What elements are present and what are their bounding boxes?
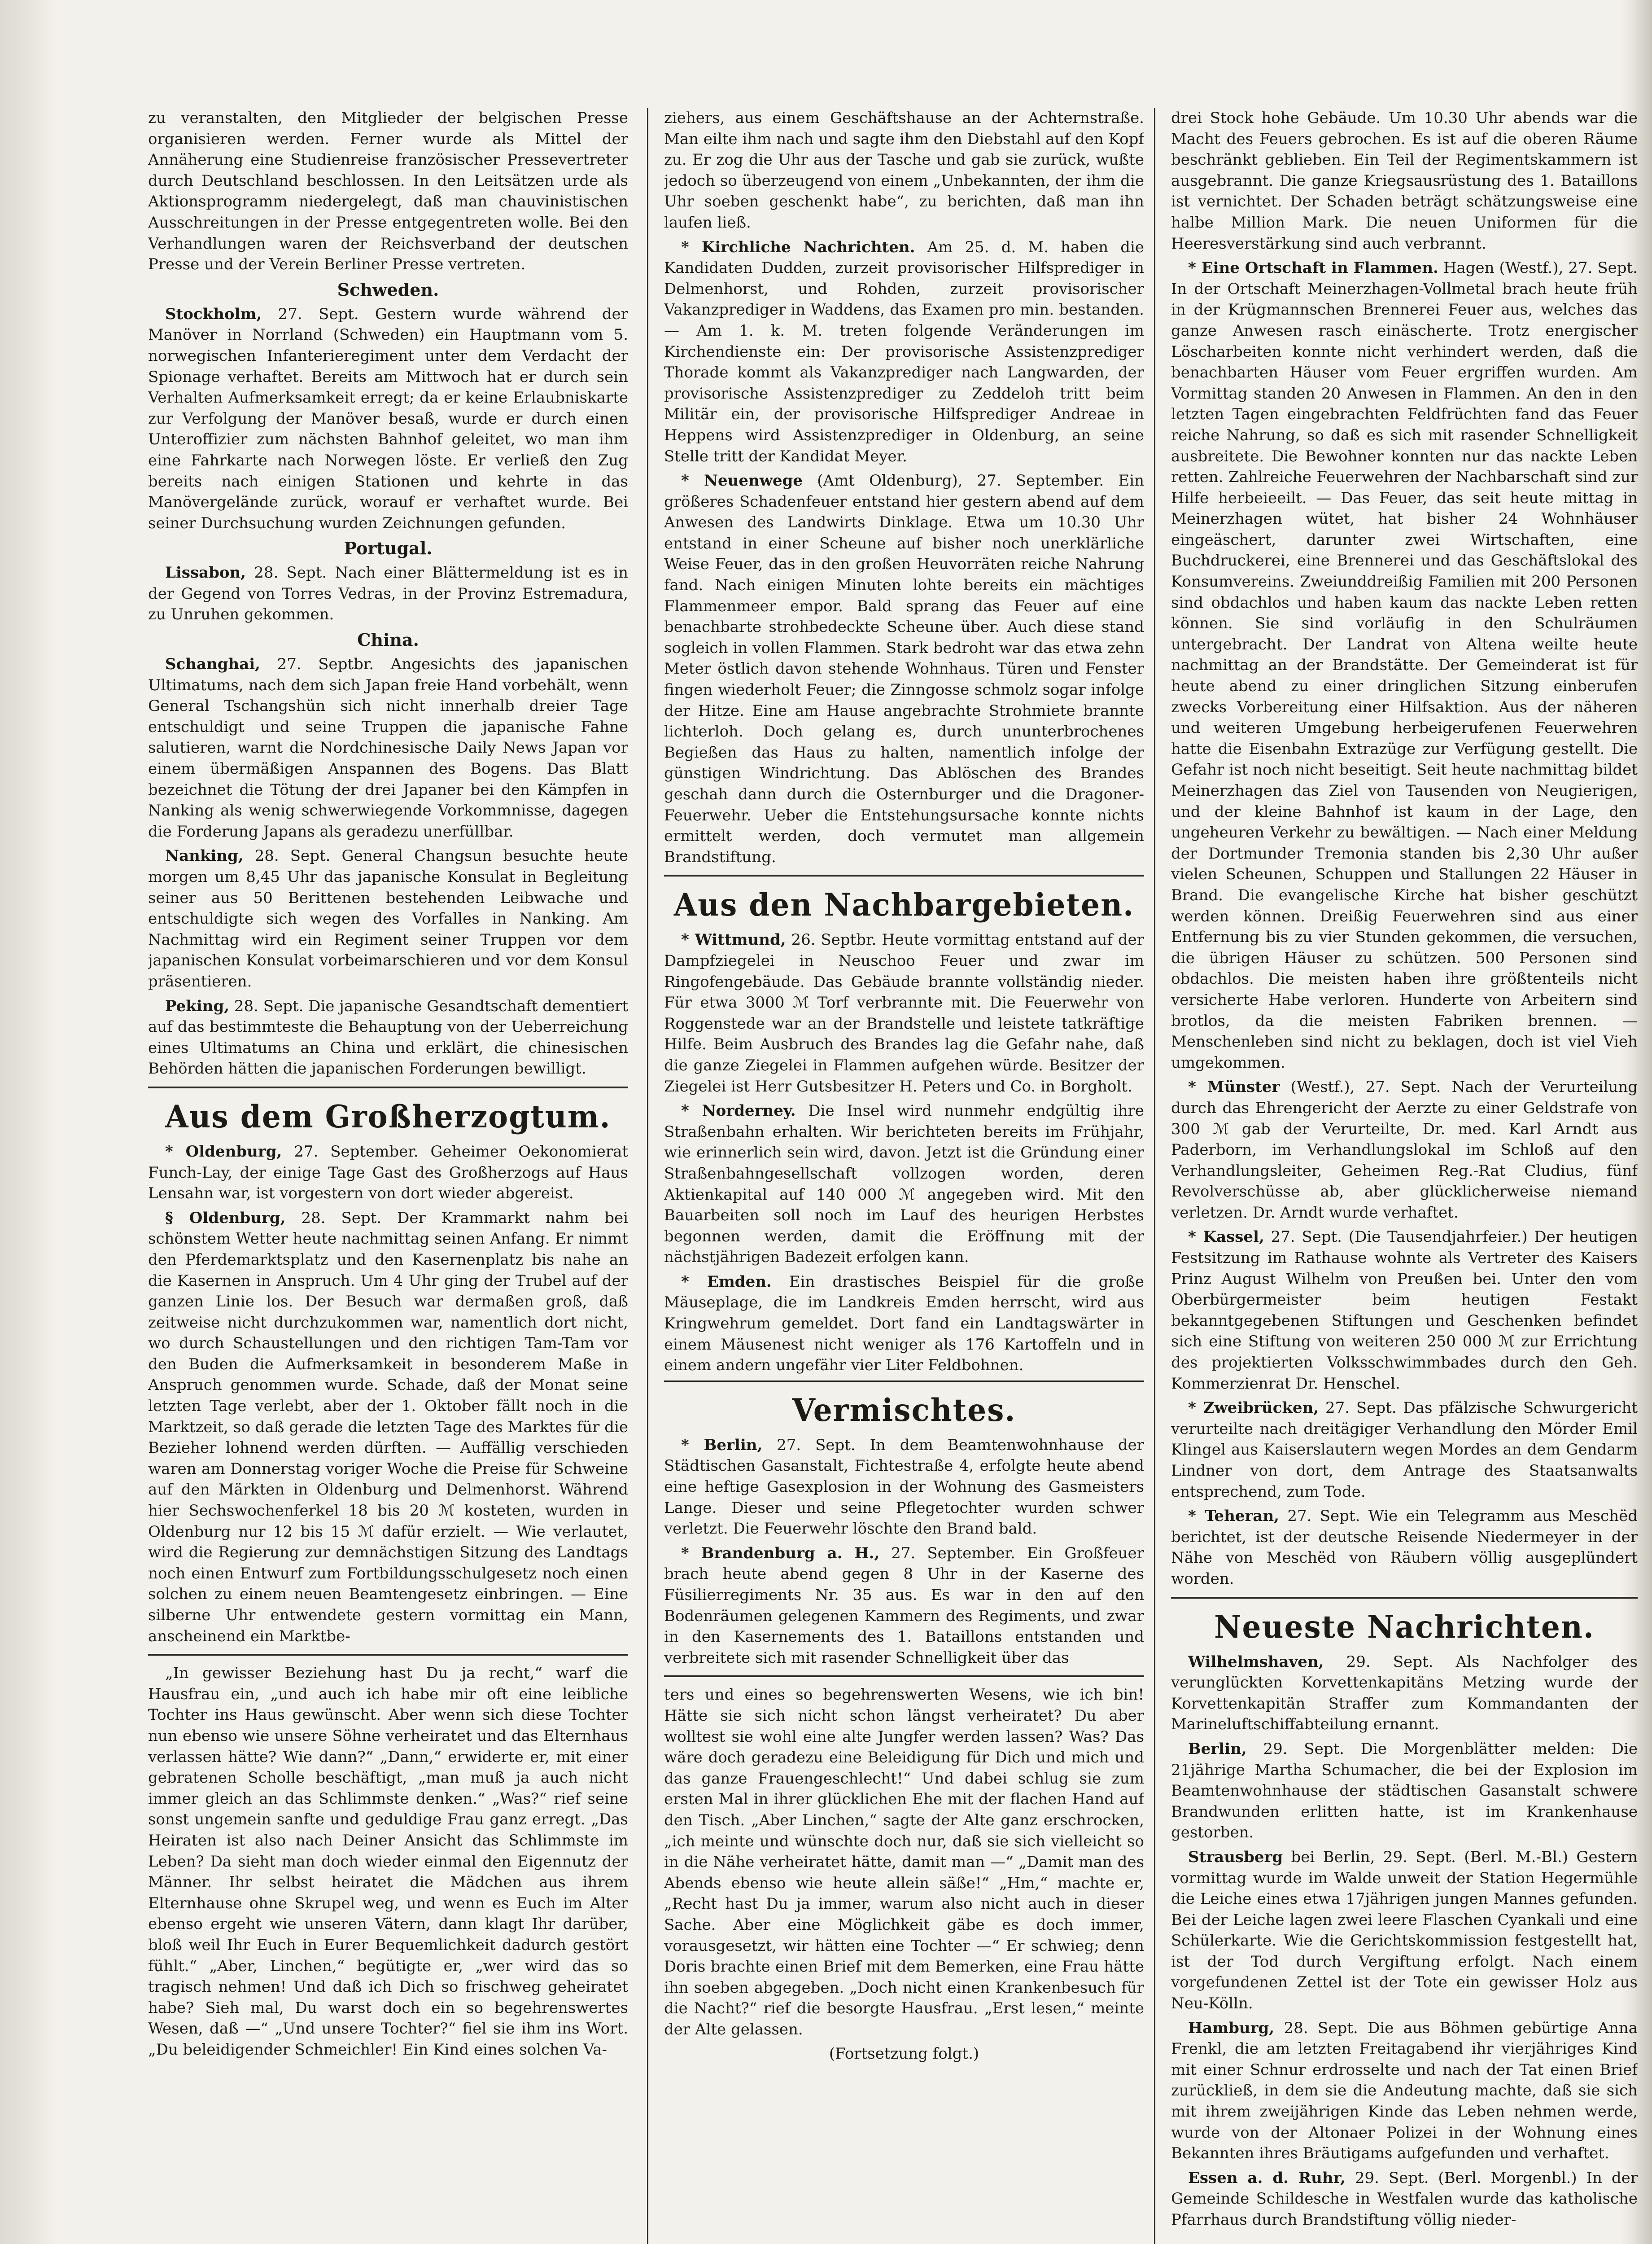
article-text: 28. Sept. Der Krammarkt nahm bei schönstem Wetter heute nachmittag seinen Anfang. Er nimmt den Pferdemarktsplatz und den Kasernenplatz bis nahe an die Kasernen in Anspruch. Um 4 Uhr ging der Trubel auf der ganzen Linie los. Der Besuch war dermaßen groß, daß zeitweise nicht durchzukommen war, namentlich dort nicht, wo durch Schaustellungen und den richtigen Tam-Tam vor den Buden die Aufmerksamkeit in besonderem Maße in Anspruch genommen wurde. Schade, daß der Monat seine letzten Tage verlebt, aber der 1. Oktober fällt noch in die Marktzeit, so daß gerade die letzten Tage des Marktes für die Bezieher lohnend werden dürften. — Auffällig verschieden waren am Donnerstag voriger Woche die Preise für Schweine auf den Märkten in Oldenburg und Delmenhorst. Während hier Sechswochenferkel 18 bis 20 ℳ kosteten, wurden in Oldenburg nur 12 bis 15 ℳ dafür erzielt. — Wie verlautet, wird die Regierung zur demnächstigen Sitzung des Landtags noch einen Entwurf zum Fortbildungsschulgesetz noch einen solchen zu einem neuen Beamtengesetz einbringen. — Eine silberne Uhr entwendete gestern vormittag ein Mann, anscheinend ein Marktbe- bbox=[148, 1209, 628, 1645]
dateline: * Brandenburg a. H., bbox=[681, 1544, 880, 1562]
article-paragraph bbox=[148, 562, 628, 625]
article-paragraph bbox=[664, 1543, 1144, 1669]
dateline: * Emden. bbox=[681, 1272, 772, 1291]
article-text: 27. Sept. Gestern wurde während der Manöver in Norrland (Schweden) ein Hauptmann vom 5. norwegischen Infanterieregiment unter dem Verdacht der Spionage verhaftet. Bereits am Mittwoch hat er durch sein Verhalten Aufmerksamkeit erregt; da er keine Erlaubniskarte zur Verfolgung der Manöver besaß, wurde er durch einen Unteroffizier zum nächsten Bahnhof geleitet, wo man ihm eine Fahrkarte nach Norwegen löste. Er verließ den Zug bereits nach einigen Stationen und kehrte in das Manövergelände zurück, worauf er verhaftet wurde. Bei seiner Durchsuchung wurden Zeichnungen gefunden. bbox=[148, 305, 628, 532]
article-paragraph bbox=[664, 237, 1144, 467]
dateline: § Oldenburg, bbox=[165, 1209, 286, 1227]
article-paragraph bbox=[148, 654, 628, 842]
article-paragraph bbox=[1171, 1847, 1638, 2014]
dateline: Strausberg bbox=[1188, 1848, 1283, 1866]
section-rule bbox=[148, 1087, 628, 1088]
section-title: Vermischtes. bbox=[792, 1391, 1016, 1429]
dateline: * Oldenburg, bbox=[165, 1142, 282, 1161]
section-rule bbox=[1171, 1597, 1638, 1599]
article-paragraph bbox=[664, 1435, 1144, 1539]
feuilleton-text: „In gewisser Beziehung hast Du ja recht,“ warf die Hausfrau ein, „und auch ich habe mir oft eine leibliche Tochter ins Haus gewünscht. Aber wenn sich diese Tochter nun ebenso wie unsere Söhne verheiratet und das Elternhaus verlassen hätte? Wie dann?“ „Dann,“ erwiderte er, mit einer gebratenen Scholle beschäftigt, „man muß ja auch nicht immer gleich an das Schlimmste denken.“ „Was?“ rief seine sonst ungemein sanfte und geduldige Frau ganz erregt. „Das Heiraten ist also nach Deiner Ansicht das Schlimmste im Leben? Da sieht man doch wieder einmal den Eigennutz der Männer. Ihr selbst heiratet die Mädchen aus ihrem Elternhause ohne Skrupel weg, und wenn es Euch im Alter ebenso ergeht wie unseren Vätern, dann klagt Ihr darüber, bloß weil Ihr Euch in Eurer Bequemlichkeit dadurch gestört fühlt.“ „Aber, Linchen,“ begütigte er, „wer wird das so tragisch nehmen! Und daß ich Dich so frischweg geheiratet habe? Sieh mal, Du warst doch ein so begehrenswertes Wesen, daß —“ „Und unsere Tochter?“ fiel sie ihm ins Wort. „Du beleidigender Schmeichler! Ein Kind eines solchen Va- bbox=[148, 1664, 628, 2059]
article-paragraph: ziehers, aus einem Geschäftshause an der Achternstraße. Man eilte ihm nach und sagte ihm den Diebstahl auf den Kopf zu. Er zog die Uhr aus der Tasche und gab sie zurück, wußte jedoch so überzeugend von einem „Unbekannten, der ihm die Uhr soeben geschenkt habe“, zu berichten, daß man ihn laufen ließ. bbox=[664, 109, 1144, 232]
section-heading: Portugal. bbox=[344, 538, 433, 559]
article-text: bei Berlin, 29. Sept. (Berl. M.-Bl.) Gestern vormittag wurde im Walde unweit der Station Hegermühle die Leiche eines etwa 17jährigen jungen Mannes gefunden. Bei der Leiche lagen zwei leere Flaschen Cyankali und eine Schülerkarte. Wie die Gerichtskommission festgestellt hat, ist der Tod durch Vergiftung erfolgt. Nach einem vorgefundenen Zettel ist der Tote ein gewisser Holz aus Neu-Kölln. bbox=[1171, 1848, 1638, 2013]
newspaper-page bbox=[148, 108, 1638, 2244]
article-paragraph bbox=[1171, 1739, 1638, 1843]
article-text: Am 25. d. M. haben die Kandidaten Dudden, zurzeit provisorischer Hilfsprediger in Delmenhorst, und Rohden, zurzeit provisorischer Vakanzprediger in Waddens, das Examen pro min. bestanden. — Am 1. k. M. treten folgende Veränderungen im Kirchendienste ein: Der provisorische Assistenzprediger Thorade kommt als Vakanzprediger nach Langwarden, der provisorische Assistenzprediger zu Zeddeloh tritt beim Militär ein, der provisorische Hilfsprediger Andreae in Heppens wird Assistenzprediger in Oldenburg, an seine Stelle tritt der Kandidat Meyer. bbox=[664, 238, 1144, 465]
article-text: 27. Sept. (Die Tausendjahrfeier.) Der heutigen Festsitzung im Rathause wohnte als Vertreter des Kaisers Prinz August Wilhelm von Preußen bei. Unter den vom Oberbürgermeister beim heutigen Festakt bekanntgegebenen Stiftungen und Geschenken befindet sich eine Stiftung von weiteren 250 000 ℳ zur Errichtung des projektierten Volksschwimmbades durch den Geh. Kommerzienrat Dr. Henschel. bbox=[1171, 1228, 1638, 1393]
dateline: Essen a. d. Ruhr, bbox=[1188, 2169, 1346, 2187]
article-text: 28. Sept. Die japanische Gesandtschaft dementiert auf das bestimmteste die Behauptung von der Ueberreichung eines Ultimatums an China und erklärt, die chinesischen Behörden hätten die japanischen Forderungen bewilligt. bbox=[148, 997, 628, 1078]
scan-margin-left bbox=[0, 0, 58, 2244]
article-text: 27. September. Geheimer Oekonomierat Funch-Lay, der einige Tage Gast des Großherzogs auf Haus Lensahn war, ist vorgestern von dort wieder abgereist. bbox=[148, 1142, 628, 1203]
column-rule bbox=[1154, 108, 1155, 2244]
dateline: Stockholm, bbox=[165, 305, 262, 323]
article-text: 28. Sept. General Changsun besuchte heute morgen um 8,45 Uhr das japanische Konsulat in Begleitung seiner aus 50 Berittenen bestehenden Leibwache und entschuldigte sich wegen des Vorfalles in Nanking. Am Nachmittag wird ein Regiment seiner Truppen vor dem japanischen Konsulat vorbeimarschieren und vor dem Konsul präsentieren. bbox=[148, 847, 628, 991]
dateline: * Berlin, bbox=[681, 1436, 763, 1454]
article-paragraph bbox=[664, 1100, 1144, 1268]
article-text: 29. Sept. Als Nachfolger des verunglückten Korvettenkapitäns Metzing wurde der Korvettenkapitän Straffer zum Kommandanten der Marineluftschiffabteilung ernannt. bbox=[1171, 1652, 1638, 1734]
article-text: 27. September. Ein Großfeuer brach heute abend gegen 8 Uhr in der Kaserne des Füsilierregiments Nr. 35 aus. Es war in den auf den Bodenräumen gelegenen Kammern des Regiments, und zwar in den Kasernements des 1. Bataillons entstanden und verbreitete sich mit rasender Schnelligkeit über das bbox=[664, 1544, 1144, 1667]
dateline: * Zweibrücken, bbox=[1188, 1399, 1319, 1417]
dateline: * Norderney. bbox=[681, 1102, 796, 1120]
article-text: 28. Sept. Nach einer Blättermeldung ist es in der Gegend von Torres Vedras, in der Provinz Estremadura, zu Unruhen gekommen. bbox=[148, 564, 628, 624]
article-paragraph bbox=[148, 1141, 628, 1204]
article-paragraph bbox=[1171, 1652, 1638, 1735]
column-rule bbox=[647, 108, 648, 2244]
article-paragraph bbox=[1171, 2168, 1638, 2231]
article-paragraph: zu veranstalten, den Mitglieder der belgischen Presse organisieren werden. Ferner wurde als Mittel der Annäherung eine Studienreise französischer Pressevertreter durch Deutschland beschlossen. In den Leitsätzen urde als Aktionsprogramm niedergelegt, daß man chauvinistischen Ausschreitungen in der Presse entgegentreten wolle. Bei den Verhandlungen waren der Reichsverband der deutschen Presse und der Verein Berliner Presse vertreten. bbox=[148, 109, 628, 274]
article-text: 27. Sept. Das pfälzische Schwurgericht verurteilte nach dreitägiger Verhandlung den Mörder Emil Klingel aus Kaiserslautern wegen Mordes an dem Gendarm Lindner von dort, dem Antrage des Staatsanwalts entsprechend, zum Tode. bbox=[1171, 1399, 1638, 1501]
dateline: Wilhelmshaven, bbox=[1188, 1652, 1324, 1671]
article-text: 29. Sept. Die Morgenblätter melden: Die 21jährige Martha Schumacher, die bei der Explosion im Beamtenwohnhause der städtischen Gasanstalt schwere Brandwunden erlitten hatte, ist im Krankenhause gestorben. bbox=[1171, 1740, 1638, 1842]
article-paragraph bbox=[664, 929, 1144, 1097]
article-paragraph bbox=[1171, 1077, 1638, 1223]
dateline: * Eine Ortschaft in Flammen. bbox=[1188, 259, 1438, 277]
column-2 bbox=[664, 108, 1144, 2244]
article-paragraph bbox=[148, 996, 628, 1079]
article-text: 27. Sept. In dem Beamtenwohnhause der Städtischen Gasanstalt, Fichtestraße 4, erfolgte heute abend eine heftige Gasexplosion in der Wohnung des Gasmeisters Lange. Dieser und seine Pflegetochter wurden schwer verletzt. Die Feuerwehr löschte den Brand bald. bbox=[664, 1436, 1144, 1538]
article-text: 27. Sept. Wie ein Telegramm aus Meschëd berichtet, ist der deutsche Reisende Niedermeyer in der Nähe von Meschëd von Räubern völlig ausgeplündert worden. bbox=[1171, 1507, 1638, 1588]
section-title: Aus den Nachbargebieten. bbox=[673, 886, 1135, 924]
dateline: * Kassel, bbox=[1188, 1228, 1264, 1246]
article-paragraph bbox=[1171, 2018, 1638, 2164]
dateline: * Teheran, bbox=[1188, 1507, 1280, 1525]
article-paragraph bbox=[1171, 1227, 1638, 1394]
article-text: (Amt Oldenburg), 27. September. Ein größeres Schadenfeuer entstand hier gestern abend auf dem Anwesen des Landwirts Dinklage. Etwa um 10.30 Uhr entstand in einer Scheune auf bisher noch unerklärliche Weise Feuer, das in den großen Heuvorräten reiche Nahrung fand. Nach einigen Minuten lohte bereits ein mächtiges Flammenmeer empor. Bald sprang das Feuer auf eine benachbarte strohbedeckte Scheune über. Auch diese stand sogleich in vollen Flammen. Stark bedroht war das etwa zehn Meter östlich davon stehende Wohnhaus. Türen und Fenster fingen wiederholt Feuer; die Zinngosse schmolz sogar infolge der Hitze. Eine am Hause angebrachte Strohmiete brannte lichterloh. Doch gelang es, durch ununterbrochenes Begießen das Haus zu halten, namentlich infolge der günstigen Windrichtung. Das Ablöschen des Brandes geschah dann durch die Osternburger und die Dragoner-Feuerwehr. Ueber die Entstehungsursache konnte nichts ermittelt werden, doch vermutet man allgemein Brandstiftung. bbox=[664, 472, 1144, 866]
article-paragraph bbox=[1171, 1506, 1638, 1589]
dateline: Nanking, bbox=[165, 847, 244, 865]
feuilleton-rule bbox=[148, 1654, 628, 1656]
dateline: * Neuenwege bbox=[681, 472, 803, 490]
article-text: 26. Septbr. Heute vormittag entstand auf der Dampfziegelei in Neuschoo Feuer und zwar im Ringofengebäude. Das Gebäude brannte vollständig nieder. Für etwa 3000 ℳ Torf verbrannte mit. Die Feuerwehr von Roggenstede war an der Brandstelle und leistete tatkräftige Hilfe. Beim Ausbruch des Brandes lag die Gefahr nahe, daß die ganze Ziegelei in Flammen aufgehen würde. Besitzer der Ziegelei ist Herr Gutsbesitzer H. Peters und Co. in Borgholt. bbox=[664, 931, 1144, 1096]
feuilleton-text: ters und eines so begehrenswerten Wesens, wie ich bin! Hätte sie sich nicht schon längst verheiratet? Du aber wolltest sie wohl eine alte Jungfer werden lassen? Was? Das wäre doch geradezu eine Beleidigung für Dich und mich und das ganze Frauengeschlecht!“ Und dabei schlug sie zum ersten Mal in ihrer glücklichen Ehe mit der flachen Hand auf den Tisch. „Aber Linchen,“ sagte der Alte ganz erschrocken, „ich meinte und wünschte doch nur, daß sie sich vielleicht so in die Nähe verheiratet hätte, damit man —“ „Damit man des Abends ebenso wie heute allein säße!“ „Hm,“ machte er, „Recht hast Du ja immer, warum also nicht auch in dieser Sache. Aber eine Möglichkeit gäbe es doch immer, vorausgesetzt, wir hätten eine Tochter —“ Er schwieg; denn Doris brachte einen Brief mit dem Bemerken, eine Frau hätte ihn soeben abgegeben. „Doch nicht einen Krankenbesuch für die Nacht?“ rief die besorgte Hausfrau. „Erst lesen,“ meinte der Alte gelassen. bbox=[664, 1686, 1144, 2038]
article-text: Die Insel wird nunmehr endgültig ihre Straßenbahn erhalten. Wir berichteten bereits im Frühjahr, wie erinnerlich sein wird, davon. Jetzt ist die Gründung einer Straßenbahngesellschaft vollzogen worden, deren Aktienkapital auf 140 000 ℳ angegeben wird. Mit den Bauarbeiten soll noch im Lauf des heurigen Herbstes begonnen werden, damit die Eröffnung mit der nächstjährigen Badezeit erfolgen kann. bbox=[664, 1102, 1144, 1267]
article-text: (Westf.), 27. Sept. Nach der Verurteilung durch das Ehrengericht der Aerzte zu einer Geldstrafe von 300 ℳ gab der Verurteilte, Dr. med. Karl Arndt aus Paderborn, im Verhandlungslokal im Schloß auf den Verhandlungsleiter, Geheimen Reg.-Rat Cludius, fünf Revolverschüsse ab, aber glücklicherweise niemand verletzen. Dr. Arndt wurde verhaftet. bbox=[1171, 1078, 1638, 1222]
section-title: Aus dem Großherzogtum. bbox=[165, 1098, 611, 1135]
article-text: Ein drastisches Beispiel für die große Mäuseplage, die im Landkreis Emden herrscht, wird aus Kringwehrum gemeldet. Dort fand ein Landtagswärter in einem Mäusenest nicht weniger als 176 Kartoffeln und in einem andern ungefähr vier Liter Feldbohnen. bbox=[664, 1272, 1144, 1375]
dateline: Schanghai, bbox=[165, 655, 261, 674]
article-paragraph bbox=[148, 304, 628, 534]
article-text: 27. Septbr. Angesichts des japanischen Ultimatums, nach dem sich Japan freie Hand vorbehält, wenn General Tschangshün sich nicht innerhalb dreier Tage entschuldigt und seine Truppen die japanische Fahne salutieren, warnt die Nordchinesische Daily News Japan vor einem übermäßigen Anspannen des Bogens. Das Blatt bezeichnet die Tötung der drei Japaner bei den Kämpfen in Nanking als wenig schwerwiegende Vorkommnisse, dagegen die Forderung Japans als geradezu unerfüllbar. bbox=[148, 655, 628, 841]
dateline: Berlin, bbox=[1188, 1740, 1247, 1758]
article-paragraph bbox=[148, 846, 628, 992]
dateline: Peking, bbox=[165, 997, 230, 1015]
column-1 bbox=[148, 108, 628, 2244]
article-text: 28. Sept. Die aus Böhmen gebürtige Anna Frenkl, die am letzten Freitagabend ihr vierjähriges Kind mit einer Schnur erdrosselte und nach der Tat einen Brief zurückließ, in dem sie die Andeutung machte, daß sie sich mit ihrem zweijährigen Kinde das Leben nehmen werde, wurde von der Altonaer Polizei in der Wohnung eines Bekannten ihres Bräutigams aufgefunden und verhaftet. bbox=[1171, 2019, 1638, 2163]
article-text: 29. Sept. (Berl. Morgenbl.) In der Gemeinde Schildesche in Westfalen wurde das katholische Pfarrhaus durch Brandstiftung völlig nieder- bbox=[1171, 2169, 1638, 2229]
article-paragraph bbox=[664, 470, 1144, 868]
dateline: Lissabon, bbox=[165, 564, 246, 582]
dateline: Hamburg, bbox=[1188, 2019, 1275, 2037]
section-heading: Schweden. bbox=[337, 279, 439, 300]
section-title: Neueste Nachrichten. bbox=[1214, 1608, 1595, 1645]
feuilleton-rule bbox=[664, 1675, 1144, 1677]
article-paragraph bbox=[1171, 1398, 1638, 1502]
section-heading: China. bbox=[357, 630, 419, 650]
article-paragraph: drei Stock hohe Gebäude. Um 10.30 Uhr abends war die Macht des Feuers gebrochen. Es ist auf die oberen Räume beschränkt geblieben. Ein Teil der Regimentskammern ist ausgebrannt. Die ganze Kriegsausrüstung des 1. Bataillons ist vernichtet. Der Schaden beträgt schätzungsweise eine halbe Million Mark. Die neuen Uniformen für die Heeresverstärkung sind auch verbrannt. bbox=[1171, 109, 1638, 253]
section-rule bbox=[664, 875, 1144, 877]
article-paragraph bbox=[664, 1271, 1144, 1376]
continuation-note: (Fortsetzung folgt.) bbox=[829, 2045, 979, 2063]
article-paragraph bbox=[1171, 258, 1638, 1073]
article-text: Hagen (Westf.), 27. Sept. In der Ortschaft Meinerzhagen-Vollmetal brach heute früh in der Krügmannschen Brennerei Feuer aus, welches das ganze Anwesen rasch einäscherte. Trotz energischer Löscharbeiten konnte nicht verhindert werden, daß die benachbarten Häuser vom Feuer ergriffen wurden. Am Vormittag standen 20 Anwesen in Flammen. An den in den letzten Tagen eingebrachten Feldfrüchten fand das Feuer reiche Nahrung, so daß es sich mit rasender Schnelligkeit ausbreitete. Die Bewohner konnten nur das nackte Leben retten. Zahlreiche Feuerwehren der Nachbarschaft sind zur Hilfe herbeieeilt. — Das Feuer, das seit heute mittag in Meinerzhagen wütet, hat bisher 24 Wohnhäuser eingeäschert, darunter zwei Wirtschaften, eine Buchdruckerei, eine Brennerei und das Geschäftslokal des Konsumvereins. Zweiunddreißig Familien mit 200 Personen sind obdachlos und haben kaum das nackte Leben retten können. Sie sind vorläufig in den Schulräumen untergebracht. Der Landrat von Altena weilte heute nachmittag an der Brandstätte. Der Gemeinderat ist für heute abend zu einer dringlichen Sitzung einberufen zwecks Vorbereitung einer Hilfsaktion. Aus der näheren und weiteren Umgebung herbeigerufenen Feuerwehren hatte die Eisenbahn Extrazüge zur Verfügung gestellt. Die Gefahr ist noch nicht beseitigt. Seit heute nachmittag bildet Meinerzhagen das Ziel von Tausenden von Neugierigen, und der kleine Bahnhof ist kaum in der Lage, den ungeheuren Verkehr zu bewältigen. — Nach einer Meldung der Dortmunder Tremonia standen bis 2,30 Uhr außer vielen Scheunen, Schuppen und Stallungen 22 Häuser in Brand. Die evangelische Kirche hat bisher geschützt werden können. Dreißig Feuerwehren sind aus einer Entfernung bis zu vier Stunden gekommen, die versuchen, die übrigen Häuser zu schützen. 500 Personen sind obdachlos. Die meisten haben ihre größtenteils nicht versicherte Habe verloren. Hunderte von Arbeitern sind brotlos, da die meisten Fabriken brennen. — Menschenleben sind nicht zu beklagen, doch ist viel Vieh umgekommen. bbox=[1171, 259, 1638, 1072]
dateline: * Münster bbox=[1188, 1078, 1280, 1096]
dateline: * Wittmund, bbox=[681, 931, 786, 949]
dateline: * Kirchliche Nachrichten. bbox=[681, 238, 915, 256]
column-3 bbox=[1171, 108, 1638, 2244]
section-rule bbox=[664, 1381, 1144, 1382]
article-paragraph bbox=[148, 1208, 628, 1647]
